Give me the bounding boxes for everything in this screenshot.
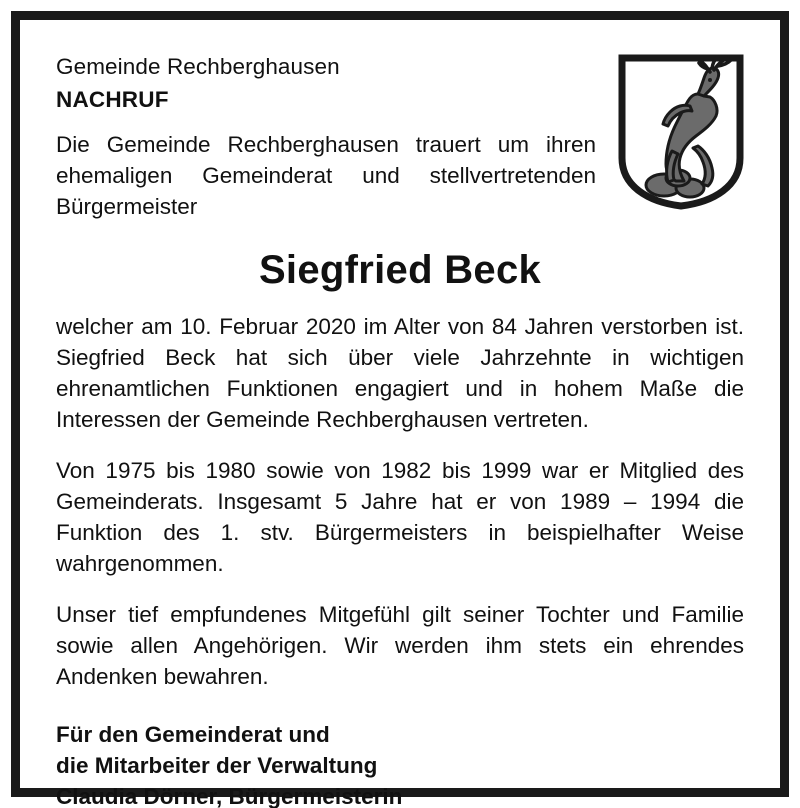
notice-header (56, 52, 744, 222)
signature-line-1: Für den Gemeinderat und (56, 722, 330, 748)
deceased-name: Siegfried Beck (258, 247, 542, 292)
signature-block (56, 720, 744, 808)
signature-line-3: Claudia Dörner, Bürgermeisterin (56, 783, 403, 808)
municipality-name: Gemeinde Rechberghausen (56, 54, 340, 79)
notice-heading: NACHRUF (56, 87, 169, 113)
signature-line-2: die Mitarbeiter der Verwaltung (56, 752, 378, 778)
coat-of-arms-stag-icon (618, 54, 744, 210)
header-text-block (56, 52, 618, 222)
notice-paragraph-2: Von 1975 bis 1980 sowie von 1982 bis 1999 war er Mitglied des Gemeinderats. Insgesamt 5 Jahre hat er von 1989 – 1994 die Funktion des 1. stv. Bürgermeisters in beispielhafter Weise wahrgenommen. (56, 457, 744, 576)
notice-lead-text: Die Gemeinde Rechberghausen trauert um ihren ehemaligen Gemeinderat und stellvertretenden Bürgermeister (56, 131, 596, 219)
notice-paragraph-1: welcher am 10. Februar 2020 im Alter von 84 Jahren verstorben ist. Siegfried Beck hat sich über viele Jahrzehnte in wichtigen ehrenamtlichen Funktionen engagiert und in hohem Maße die Interessen der Gemeinde Rechberghausen vertreten. (56, 313, 744, 432)
notice-content (20, 20, 780, 808)
notice-paragraph-3: Unser tief empfundenes Mitgefühl gilt seiner Tochter und Familie sowie allen Angehörigen. Wir werden ihm stets ein ehrendes Andenken bewahren. (56, 602, 744, 690)
